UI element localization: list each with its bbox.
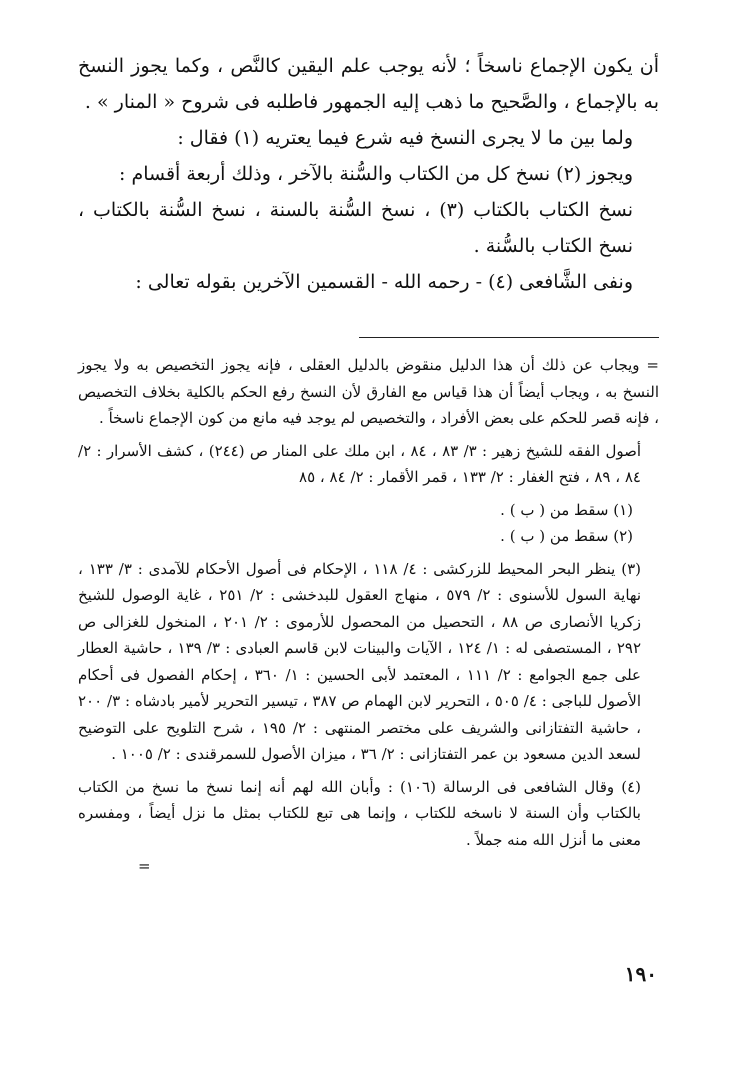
footnote-continuation: = ويجاب عن ذلك أن هذا الدليل منقوض بالدليل العقلى ، فإنه يجوز التخصيص به ولا يجوز النسخ به ، ويجاب أيضاً أن هذا قياس مع الفارق لأن النسخ رفع الحكم بالكلية بخلاف التخصيص ، فإنه قصر للحكم على بعض الأفراد ، والتخصيص لم يوجد فيه مانع من كون الإجماع ناسخاً .: [78, 356, 659, 427]
main-paragraph: ونفى الشَّافعى (٤) - رحمه الله - القسمين الآخرين بقوله تعالى :: [135, 271, 633, 293]
page-number: ١٩٠: [624, 962, 657, 986]
footnote-3: (٣) ينظر البحر المحيط للزركشى : ٤/ ١١٨ ، الإحكام فى أصول الأحكام للآمدى : ٣/ ١٣٣ ، نهاية السول للأسنوى : ٢/ ٥٧٩ ، منهاج العقول للبدخشى : ٢/ ٢٥١ ، غاية الوصول للشيخ زكريا الأنصارى ص ٨٨ ، التحصيل من المحصول للأرموى : ٢/ ٢٠١ ، المنخول للغزالى ص ٢٩٢ ، المستصفى له : ١/ ١٢٤ ، الآيات والبينات لابن قاسم العبادى : ٣/ ١٣٩ ، حاشية العطار على جمع الجوامع : ٢/ ١١١ ، المعتمد لأبى الحسين : ١/ ٣٦٠ ، إحكام الفصول فى أحكام الأصول للباجى : ٤/ ٥٠٥ ، التحرير لابن الهمام ص ٣٨٧ ، تيسير التحرير لأمير بادشاه : ٣/ ٢٠٠ ، حاشية التفتازانى والشريف على مختصر المنتهى : ٢/ ١٩٥ ، شرح التلويح على التوضيح لسعد الدين مسعود بن عمر التفتازانى : ٢/ ٣٦ ، ميزان الأصول للسمرقندى : ٢/ ١٠٠٥ .: [78, 559, 642, 763]
footnote-continues-mark: =: [138, 857, 151, 875]
footnote-4: (٤) وقال الشافعى فى الرسالة (١٠٦) : وأبان الله لهم أنه إنما نسخ ما نسخ من الكتاب بالكتاب وأن السنة لا ناسخه للكتاب ، وإنما هى تبع للكتاب بمثل ما نزل أيضاً ، ومفسره معنى ما أنزل الله منه جملاً .: [78, 777, 641, 849]
main-paragraph: ولما بين ما لا يجرى النسخ فيه شرع فيما يعتريه (١) فقال :: [177, 127, 633, 149]
main-paragraph: أن يكون الإجماع ناسخاً ؛ لأنه يوجب علم اليقين كالنَّص ، وكما يجوز النسخ به بالإجماع ، والصَّحيح ما ذهب إليه الجمهور فاطلبه فى شروح « المنار » .: [78, 55, 659, 113]
footnote-references: أصول الفقه للشيخ زهير : ٣/ ٨٣ ، ٨٤ ، ابن ملك على المنار ص (٢٤٤) ، كشف الأسرار : ٢/ ٨٤ ، ٨٩ ، فتح الغفار : ٢/ ١٣٣ ، قمر الأقمار : ٢/ ٨٤ ، ٨٥: [78, 441, 641, 486]
main-paragraph: ويجوز (٢) نسخ كل من الكتاب والسُّنة بالآخر ، وذلك أربعة أقسام :: [119, 163, 633, 185]
footnote-separator: [359, 337, 659, 338]
main-text: [78, 48, 659, 300]
footnote-2: (٢) سقط من ( ب ) .: [500, 527, 633, 545]
footnote-1: (١) سقط من ( ب ) .: [500, 500, 633, 519]
main-paragraph: نسخ الكتاب بالكتاب (٣) ، نسخ السُّنة بالسنة ، نسخ السُّنة بالكتاب ، نسخ الكتاب بالسُّنة .: [78, 199, 633, 257]
footnotes: [78, 352, 659, 880]
